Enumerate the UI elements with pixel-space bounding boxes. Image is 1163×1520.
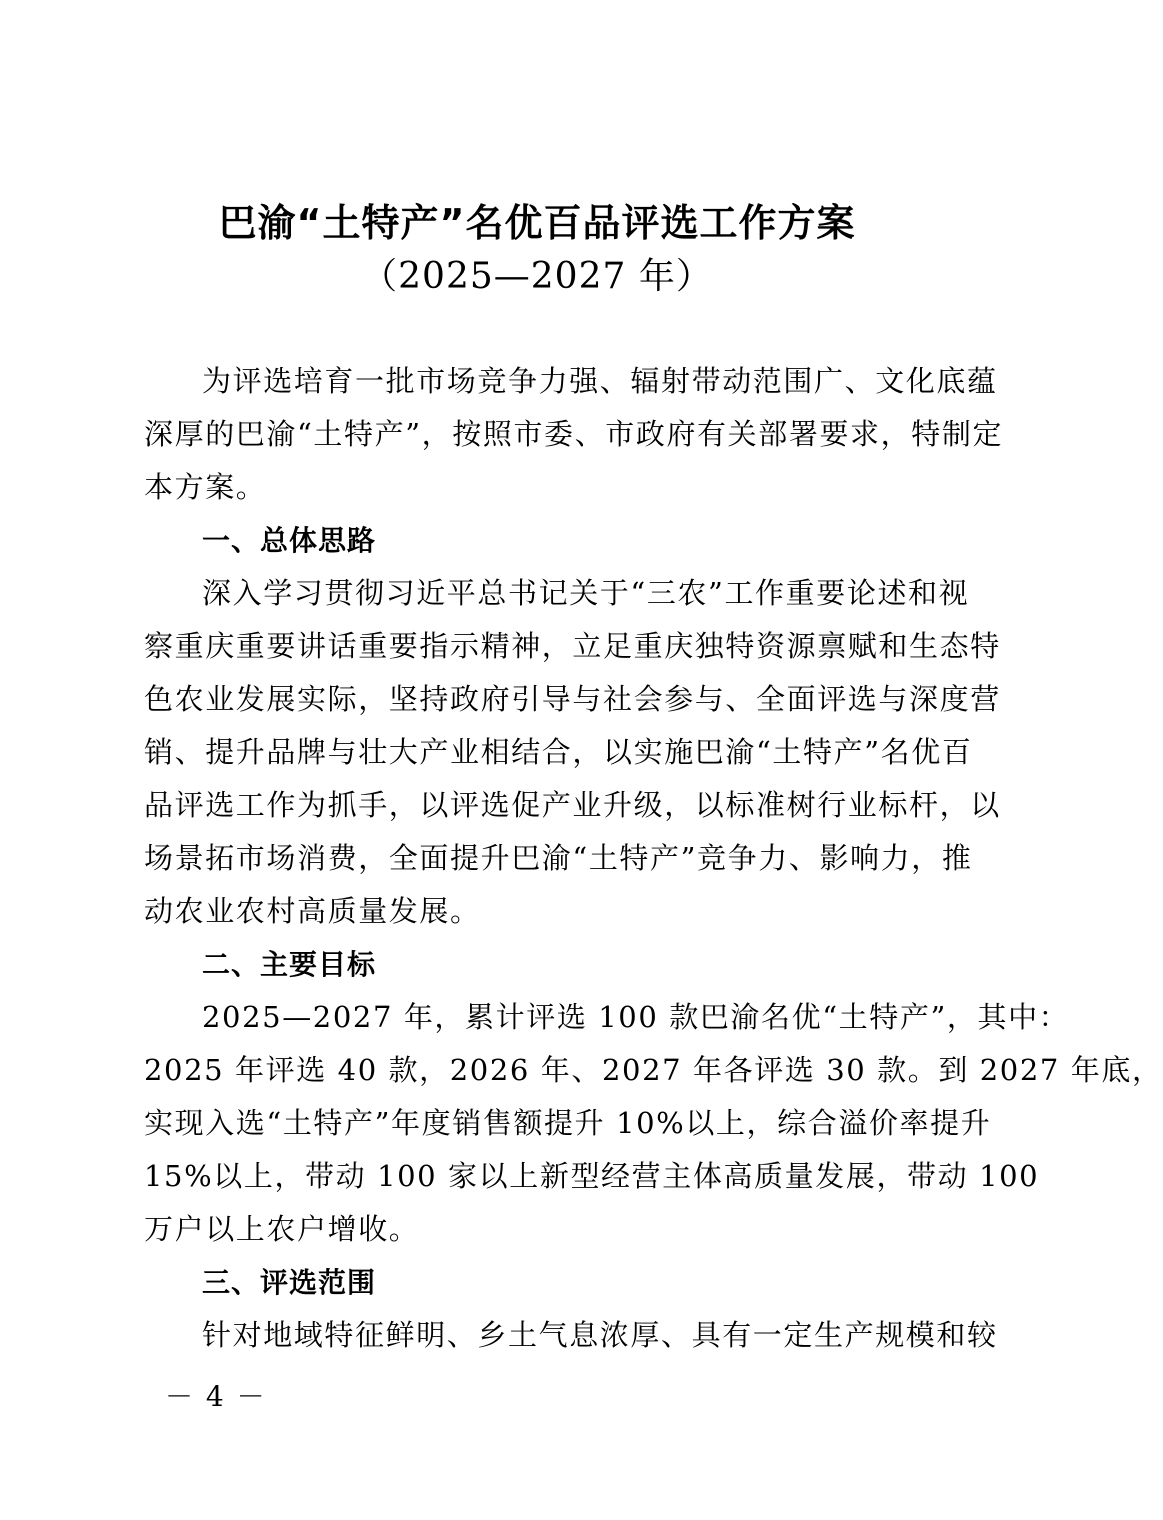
paragraph-line: 察重庆重要讲话重要指示精神，立足重庆独特资源禀赋和生态特 xyxy=(144,629,1001,663)
paragraph-line: 万户以上农户增收。 xyxy=(144,1212,420,1246)
section-overall-approach-paragraph xyxy=(144,567,1001,938)
section-main-goals-paragraph xyxy=(144,991,1163,1256)
intro-paragraph xyxy=(144,355,1004,514)
section-heading-selection-scope: 三、评选范围 xyxy=(202,1266,377,1299)
document-subtitle: （2025—2027 年） xyxy=(361,256,713,297)
paragraph-line: 针对地域特征鲜明、乡土气息浓厚、具有一定生产规模和较 xyxy=(202,1318,998,1352)
paragraph-line: 2025 年评选 40 款，2026 年、2027 年各评选 30 款。到 2027 年底， xyxy=(144,1053,1163,1087)
paragraph-line: 本方案。 xyxy=(144,470,267,504)
document-title: 巴渝“土特产”名优百品评选工作方案 xyxy=(218,201,856,245)
paragraph-line: 品评选工作为抓手，以评选促产业升级，以标准树行业标杆，以 xyxy=(144,788,1001,822)
paragraph-line: 深入学习贯彻习近平总书记关于“三农”工作重要论述和视 xyxy=(202,576,970,610)
page-number: － 4 － xyxy=(165,1380,267,1413)
section-selection-scope-paragraph xyxy=(144,1309,998,1362)
paragraph-line: 动农业农村高质量发展。 xyxy=(144,894,481,928)
section-heading-main-goals: 二、主要目标 xyxy=(202,948,377,981)
paragraph-line: 色农业发展实际，坚持政府引导与社会参与、全面评选与深度营 xyxy=(144,682,1001,716)
document-body xyxy=(144,355,1163,1362)
paragraph-line: 销、提升品牌与壮大产业相结合，以实施巴渝“土特产”名优百 xyxy=(144,735,973,769)
paragraph-line: 15%以上，带动 100 家以上新型经营主体高质量发展，带动 100 xyxy=(144,1159,1040,1193)
paragraph-line: 深厚的巴渝“土特产”，按照市委、市政府有关部署要求，特制定 xyxy=(144,417,1004,451)
paragraph-line: 场景拓市场消费，全面提升巴渝“土特产”竞争力、影响力，推 xyxy=(144,841,973,875)
paragraph-line: 实现入选“土特产”年度销售额提升 10%以上，综合溢价率提升 xyxy=(144,1106,992,1140)
paragraph-line: 2025—2027 年，累计评选 100 款巴渝名优“土特产”，其中： xyxy=(202,1000,1070,1034)
section-heading-overall-approach: 一、总体思路 xyxy=(202,524,377,557)
paragraph-line: 为评选培育一批市场竞争力强、辐射带动范围广、文化底蕴 xyxy=(202,364,998,398)
